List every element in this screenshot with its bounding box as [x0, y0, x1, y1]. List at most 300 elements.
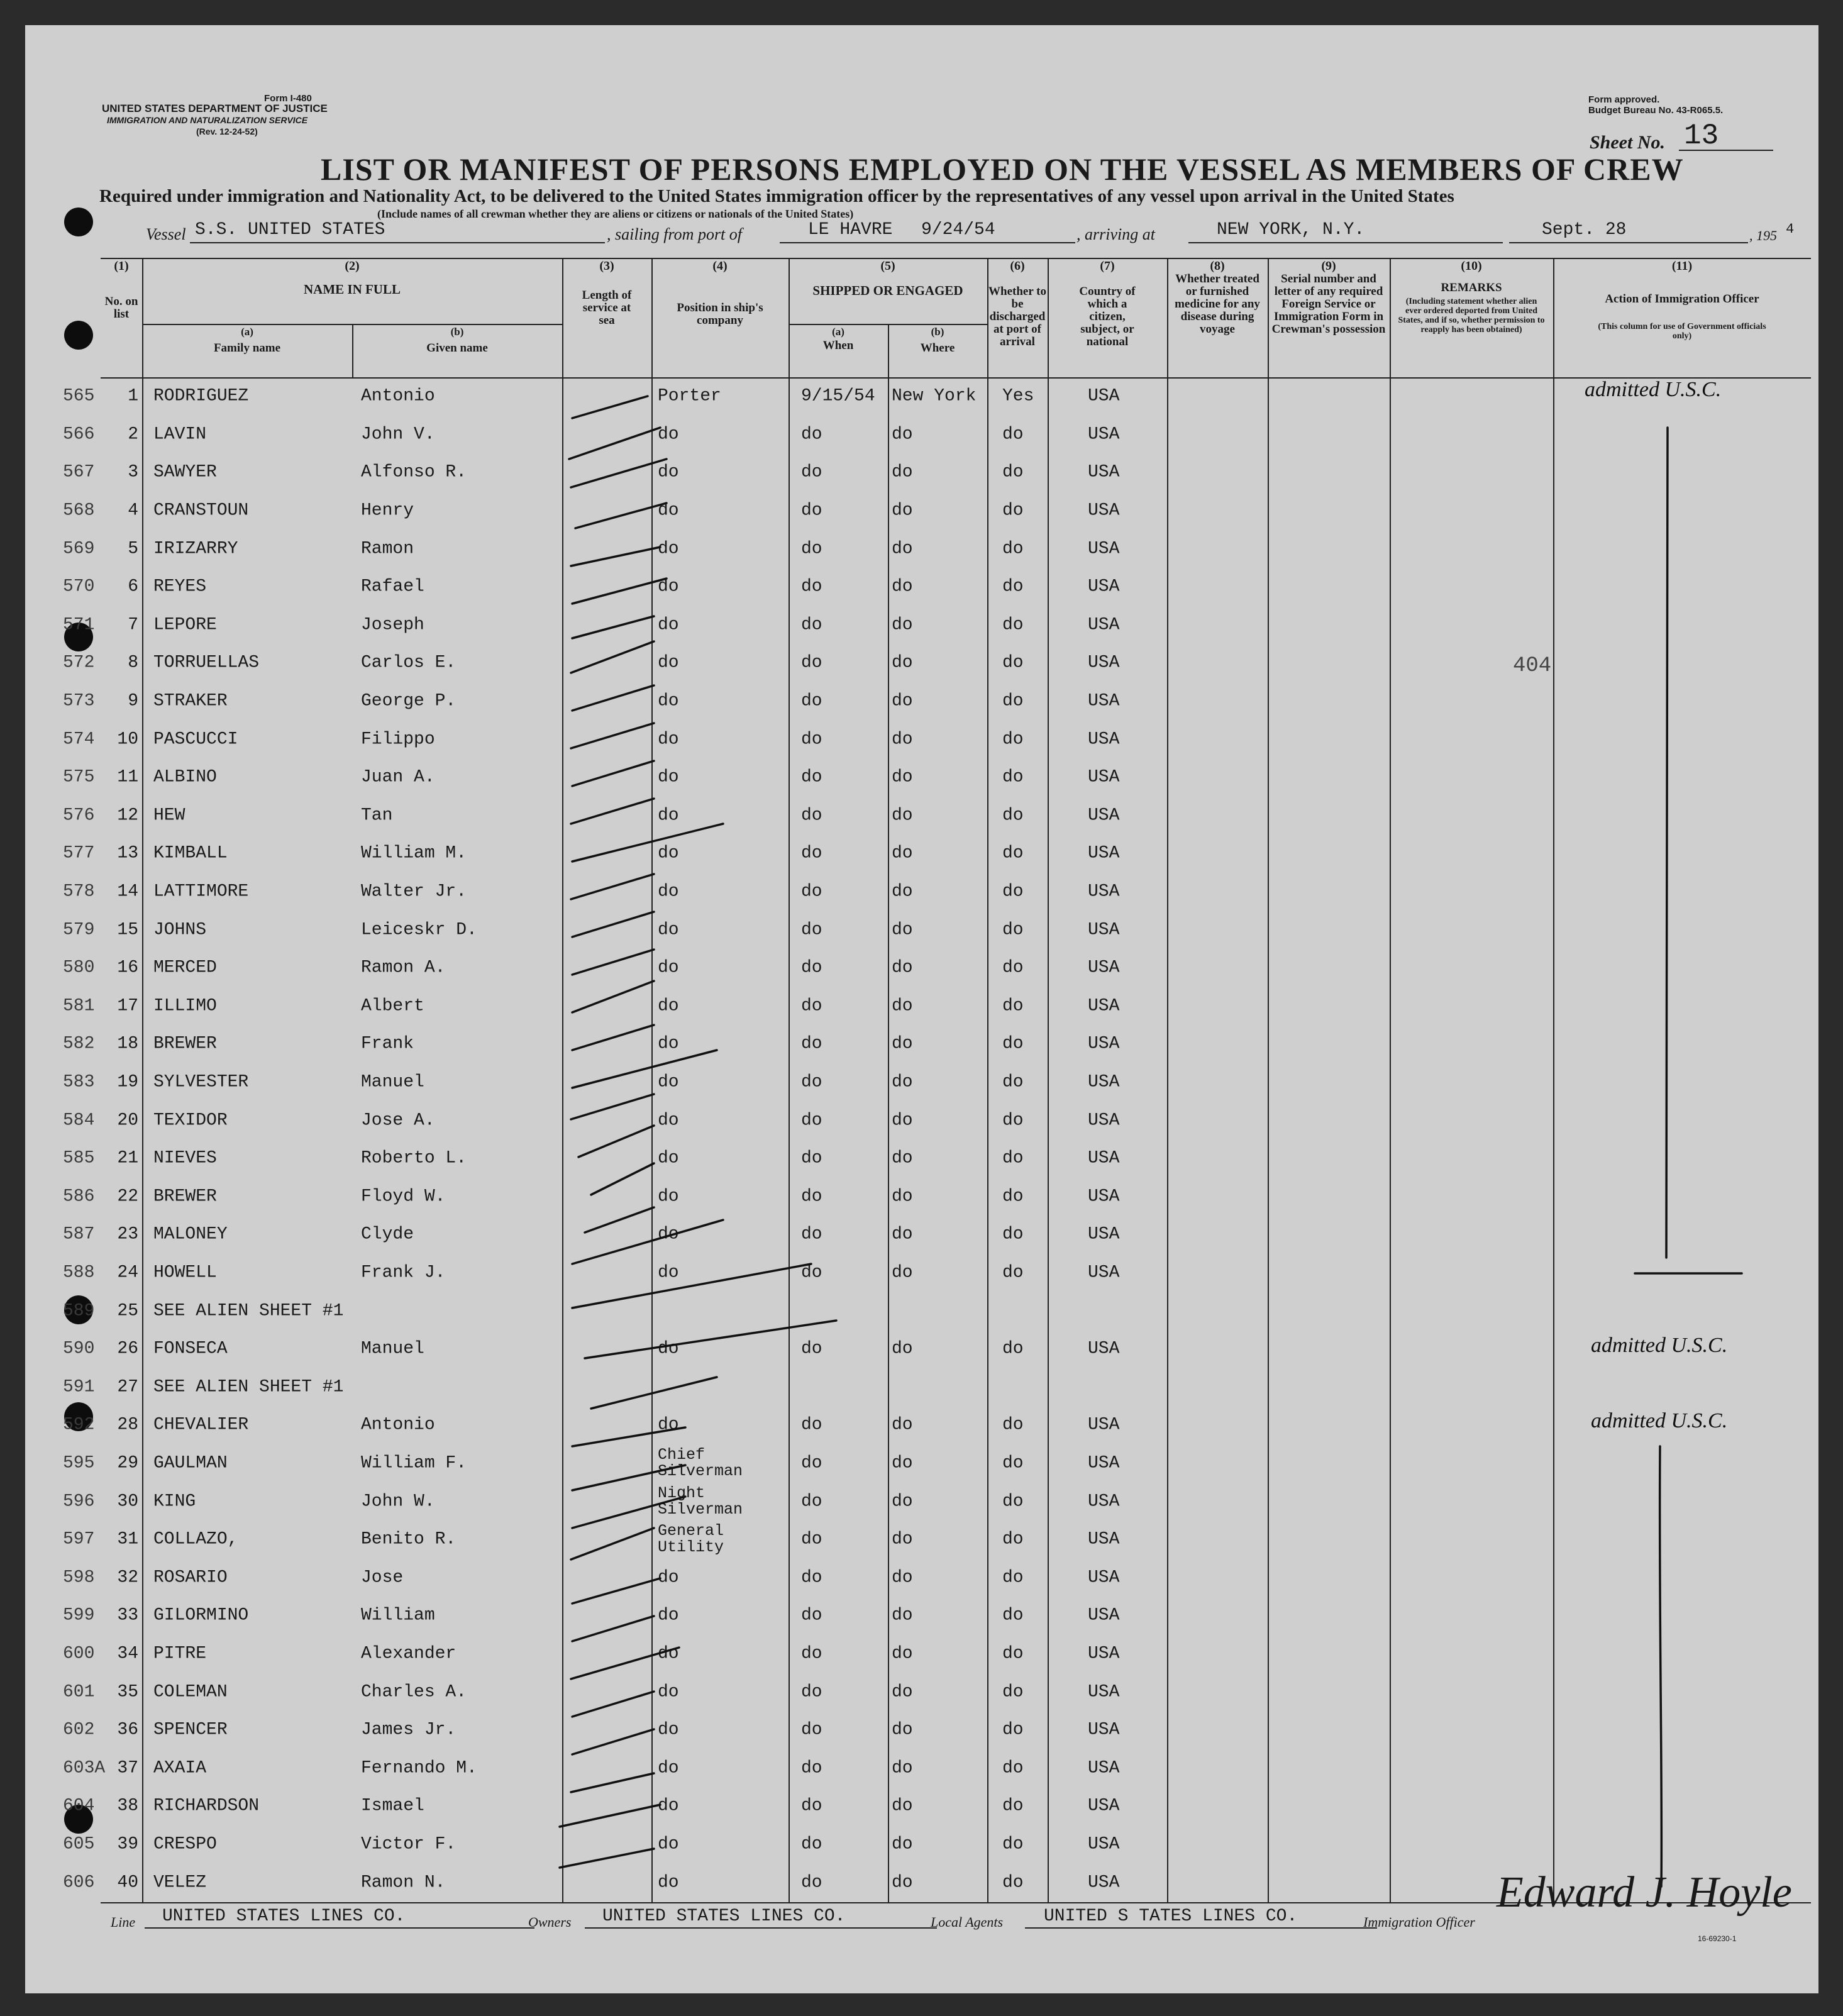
arrival-port: NEW YORK, N.Y. — [1217, 220, 1365, 240]
vessel-label: Vessel — [146, 225, 186, 243]
shipped-where: do — [892, 1758, 913, 1778]
list-number: 15 — [117, 920, 138, 940]
country: USA — [1088, 424, 1120, 445]
given-name: Frank J. — [361, 1263, 446, 1283]
local-agents-label: Local Agents — [931, 1914, 1004, 1930]
shipped-when: do — [801, 424, 822, 445]
stamped-number: 584 — [63, 1110, 95, 1131]
shipped-where: do — [892, 615, 913, 635]
col-header-officer-note: (This column for use of Government officials only) — [1598, 322, 1766, 341]
shipped-when: do — [801, 539, 822, 559]
stamped-number: 577 — [63, 843, 95, 863]
discharged: do — [1002, 1110, 1024, 1131]
manifest-sheet — [25, 25, 1818, 1993]
country: USA — [1088, 1796, 1120, 1816]
list-number: 34 — [117, 1644, 138, 1664]
family-name: BREWER — [153, 1034, 217, 1054]
given-name: George P. — [361, 691, 457, 711]
shipped-when: do — [801, 1339, 822, 1359]
country: USA — [1088, 958, 1120, 978]
given-name: Fernando M. — [361, 1758, 477, 1778]
country: USA — [1088, 996, 1120, 1016]
sailing-port: LE HAVRE — [808, 220, 893, 240]
discharged: do — [1002, 1758, 1024, 1778]
shipped-when: do — [801, 920, 822, 940]
shipped-when: do — [801, 462, 822, 482]
shipped-when: do — [801, 1110, 822, 1131]
discharged: do — [1002, 1339, 1024, 1359]
list-number: 30 — [117, 1492, 138, 1512]
list-number: 26 — [117, 1339, 138, 1359]
list-number: 17 — [117, 996, 138, 1016]
discharged: do — [1002, 1796, 1024, 1816]
stamped-number: 578 — [63, 882, 95, 902]
position: do — [658, 577, 679, 597]
country: USA — [1088, 1720, 1120, 1740]
shipped-where: do — [892, 691, 913, 711]
discharged: do — [1002, 958, 1024, 978]
discharged: do — [1002, 1072, 1024, 1092]
family-name: REYES — [153, 577, 207, 597]
discharged: do — [1002, 1834, 1024, 1854]
arrival-date: Sept. 28 — [1542, 220, 1627, 240]
given-name: Walter Jr. — [361, 882, 467, 902]
country: USA — [1088, 806, 1120, 826]
list-number: 25 — [117, 1301, 138, 1321]
list-number: 39 — [117, 1834, 138, 1854]
stamped-number: 586 — [63, 1187, 95, 1207]
line-label: Line — [111, 1914, 136, 1930]
country: USA — [1088, 882, 1120, 902]
discharged: do — [1002, 1568, 1024, 1588]
stamped-number: 606 — [63, 1873, 95, 1893]
country: USA — [1088, 1605, 1120, 1626]
shipped-when: do — [801, 1758, 822, 1778]
service-name: IMMIGRATION AND NATURALIZATION SERVICE — [107, 115, 308, 125]
officer-note-admitted: admitted U.S.C. — [1591, 1334, 1728, 1357]
shipped-when: do — [801, 1529, 822, 1549]
list-number: 11 — [117, 767, 138, 787]
position: do — [658, 958, 679, 978]
given-name: Carlos E. — [361, 653, 457, 673]
col-header-given-name: Given name — [426, 341, 488, 355]
shipped-where: do — [892, 1339, 913, 1359]
discharged: do — [1002, 1529, 1024, 1549]
list-number: 1 — [128, 386, 138, 406]
form-number: Form I-480 — [264, 93, 312, 104]
family-name: IRIZARRY — [153, 539, 238, 559]
position: do — [658, 767, 679, 787]
shipped-when: do — [801, 691, 822, 711]
family-name: SYLVESTER — [153, 1072, 249, 1092]
col-8-number: (8) — [1210, 259, 1225, 273]
list-number: 22 — [117, 1187, 138, 1207]
remarks-stamp-number: 404 — [1513, 654, 1552, 678]
country: USA — [1088, 1263, 1120, 1283]
country: USA — [1088, 1415, 1120, 1435]
col-11-number: (11) — [1671, 259, 1693, 273]
shipped-when: do — [801, 1148, 822, 1168]
department-name: UNITED STATES DEPARTMENT OF JUSTICE — [102, 102, 328, 114]
form-title: LIST OR MANIFEST OF PERSONS EMPLOYED ON THE VESSEL AS MEMBERS OF CREW — [321, 152, 1684, 187]
shipped-where: do — [892, 996, 913, 1016]
country: USA — [1088, 1034, 1120, 1054]
family-name: SAWYER — [153, 462, 217, 482]
list-number: 23 — [117, 1224, 138, 1244]
family-name: HOWELL — [153, 1263, 217, 1283]
form-approved: Form approved. — [1588, 94, 1660, 105]
shipped-when: do — [801, 1187, 822, 1207]
given-name: William — [361, 1605, 435, 1626]
country: USA — [1088, 1110, 1120, 1131]
shipped-when: do — [801, 729, 822, 750]
shipped-when: do — [801, 882, 822, 902]
stamped-number: 580 — [63, 958, 95, 978]
given-name: Floyd W. — [361, 1187, 446, 1207]
discharged: do — [1002, 1644, 1024, 1664]
stamped-number: 600 — [63, 1644, 95, 1664]
family-name: RICHARDSON — [153, 1796, 260, 1816]
stamped-number: 572 — [63, 653, 95, 673]
stamped-number: 582 — [63, 1034, 95, 1054]
family-name: CRANSTOUN — [153, 501, 249, 521]
shipped-where: do — [892, 1453, 913, 1473]
family-name: AXAIA — [153, 1758, 207, 1778]
col-3-number: (3) — [599, 259, 614, 273]
shipped-where: do — [892, 1072, 913, 1092]
family-name: CRESPO — [153, 1834, 217, 1854]
stamped-number: 565 — [63, 386, 95, 406]
position: do — [658, 1110, 679, 1131]
country: USA — [1088, 1148, 1120, 1168]
sheet-label: Sheet No. — [1590, 132, 1665, 153]
list-number: 9 — [128, 691, 138, 711]
discharged: do — [1002, 424, 1024, 445]
stamped-number: 574 — [63, 729, 95, 750]
position: do — [658, 1415, 679, 1435]
country: USA — [1088, 843, 1120, 863]
shipped-when: do — [801, 1873, 822, 1893]
shipped-when: do — [801, 1644, 822, 1664]
line-name: UNITED STATES LINES CO. — [162, 1907, 406, 1926]
col-header-discharged: Whether to be discharged at port of arrival — [988, 285, 1046, 348]
shipped-where: do — [892, 1034, 913, 1054]
family-name: GAULMAN — [153, 1453, 228, 1473]
shipped-where: do — [892, 501, 913, 521]
position: do — [658, 1720, 679, 1740]
list-number: 10 — [117, 729, 138, 750]
family-name: KING — [153, 1492, 196, 1512]
list-number: 32 — [117, 1568, 138, 1588]
position: do — [658, 1834, 679, 1854]
year-label: , 195 — [1749, 228, 1777, 243]
stamped-number: 602 — [63, 1720, 95, 1740]
discharged: do — [1002, 1034, 1024, 1054]
stamped-number: 579 — [63, 920, 95, 940]
given-name: Ramon A. — [361, 958, 446, 978]
country: USA — [1088, 1873, 1120, 1893]
stamped-number: 591 — [63, 1377, 95, 1397]
country: USA — [1088, 1187, 1120, 1207]
family-name: STRAKER — [153, 691, 228, 711]
position: do — [658, 539, 679, 559]
stamped-number: 592 — [63, 1415, 95, 1435]
stamped-number: 599 — [63, 1605, 95, 1626]
family-name: PASCUCCI — [153, 729, 238, 750]
sheet-number: 13 — [1684, 119, 1719, 152]
print-code: 16-69230-1 — [1698, 1934, 1737, 1943]
discharged: do — [1002, 767, 1024, 787]
position: do — [658, 1682, 679, 1702]
list-number: 4 — [128, 501, 138, 521]
discharged: do — [1002, 920, 1024, 940]
given-name: Tan — [361, 806, 393, 826]
col-9-number: (9) — [1321, 259, 1336, 273]
country: USA — [1088, 1529, 1120, 1549]
given-name: Ramon N. — [361, 1873, 446, 1893]
country: USA — [1088, 386, 1120, 406]
stamped-number: 573 — [63, 691, 95, 711]
given-name: Jose A. — [361, 1110, 435, 1131]
list-number: 28 — [117, 1415, 138, 1435]
stamped-number: 583 — [63, 1072, 95, 1092]
given-name: Alfonso R. — [361, 462, 467, 482]
family-name: MALONEY — [153, 1224, 228, 1244]
country: USA — [1088, 1492, 1120, 1512]
col-5a-number: (a) — [832, 326, 844, 338]
position: do — [658, 691, 679, 711]
position: do — [658, 1339, 679, 1359]
discharged: do — [1002, 1682, 1024, 1702]
shipped-when: do — [801, 958, 822, 978]
country: USA — [1088, 577, 1120, 597]
position: Night Silverman — [658, 1483, 743, 1519]
shipped-when: do — [801, 577, 822, 597]
country: USA — [1088, 1644, 1120, 1664]
family-name: COLEMAN — [153, 1682, 228, 1702]
given-name: Manuel — [361, 1339, 424, 1359]
given-name: Joseph — [361, 615, 424, 635]
family-name: GILORMINO — [153, 1605, 249, 1626]
country: USA — [1088, 767, 1120, 787]
discharged: do — [1002, 806, 1024, 826]
col-header-name-in-full: NAME IN FULL — [303, 282, 401, 297]
discharged: do — [1002, 729, 1024, 750]
given-name: Victor F. — [361, 1834, 457, 1854]
col-2a-number: (a) — [241, 326, 253, 338]
col-header-length-of-service: Length of service at sea — [582, 289, 632, 327]
vessel-name: S.S. UNITED STATES — [195, 220, 385, 240]
col-header-remarks: REMARKS — [1441, 281, 1502, 294]
shipped-where: do — [892, 1148, 913, 1168]
given-name: William M. — [361, 843, 467, 863]
year-digit: 4 — [1786, 221, 1795, 237]
discharged: do — [1002, 653, 1024, 673]
list-number: 5 — [128, 539, 138, 559]
officer-signature: Edward J. Hoyle — [1497, 1868, 1792, 1917]
given-name: Leiceskr D. — [361, 920, 477, 940]
col-header-shipped-or-engaged: SHIPPED OR ENGAGED — [812, 283, 963, 298]
col-6-number: (6) — [1010, 259, 1025, 273]
arriving-label: , arriving at — [1076, 225, 1155, 243]
revision-date: (Rev. 12-24-52) — [196, 126, 258, 136]
country: USA — [1088, 462, 1120, 482]
shipped-where: do — [892, 1605, 913, 1626]
position: do — [658, 1263, 679, 1283]
shipped-when: 9/15/54 — [801, 386, 875, 406]
col-header-where: Where — [920, 341, 955, 355]
country: USA — [1088, 1072, 1120, 1092]
shipped-when: do — [801, 996, 822, 1016]
stamped-number: 566 — [63, 424, 95, 445]
position: do — [658, 920, 679, 940]
position: Chief Silverman — [658, 1446, 743, 1481]
given-name: Frank — [361, 1034, 414, 1054]
given-name: John W. — [361, 1492, 435, 1512]
col-header-when: When — [822, 339, 854, 352]
shipped-where: do — [892, 1415, 913, 1435]
list-number: 6 — [128, 577, 138, 597]
family-name: HEW — [153, 806, 185, 826]
shipped-when: do — [801, 806, 822, 826]
given-name: Juan A. — [361, 767, 435, 787]
officer-note-admitted: admitted U.S.C. — [1591, 1409, 1728, 1432]
family-name: LEPORE — [153, 615, 217, 635]
stamped-number: 571 — [63, 615, 95, 635]
family-name: NIEVES — [153, 1148, 217, 1168]
stamped-number: 576 — [63, 806, 95, 826]
position: do — [658, 1644, 679, 1664]
shipped-where: do — [892, 1187, 913, 1207]
family-name: TORRUELLAS — [153, 653, 260, 673]
list-number: 8 — [128, 653, 138, 673]
position: Porter — [658, 386, 721, 406]
discharged: do — [1002, 882, 1024, 902]
list-number: 35 — [117, 1682, 138, 1702]
shipped-when: do — [801, 1072, 822, 1092]
list-number: 36 — [117, 1720, 138, 1740]
shipped-where: do — [892, 843, 913, 863]
country: USA — [1088, 539, 1120, 559]
stamped-number: 575 — [63, 767, 95, 787]
shipped-when: do — [801, 1796, 822, 1816]
stamped-number: 601 — [63, 1682, 95, 1702]
col-5b-number: (b) — [931, 326, 944, 338]
family-name: VELEZ — [153, 1873, 207, 1893]
col-5-number: (5) — [880, 259, 895, 273]
list-number: 37 — [117, 1758, 138, 1778]
position: do — [658, 1758, 679, 1778]
discharged: do — [1002, 462, 1024, 482]
shipped-when: do — [801, 1263, 822, 1283]
position: do — [658, 1605, 679, 1626]
shipped-where: do — [892, 1492, 913, 1512]
col-2b-number: (b) — [450, 326, 464, 338]
family-name: MERCED — [153, 958, 217, 978]
shipped-where: do — [892, 1720, 913, 1740]
budget-bureau-number: Budget Bureau No. 43-R065.5. — [1588, 105, 1724, 116]
sailing-date: 9/24/54 — [921, 220, 995, 240]
shipped-where: do — [892, 1110, 913, 1131]
owners-name: UNITED STATES LINES CO. — [602, 1907, 846, 1926]
stamped-number: 568 — [63, 501, 95, 521]
position: do — [658, 1568, 679, 1588]
country: USA — [1088, 1453, 1120, 1473]
discharged: do — [1002, 1492, 1024, 1512]
stamped-number: 604 — [63, 1796, 95, 1816]
discharged: do — [1002, 539, 1024, 559]
given-name: Clyde — [361, 1224, 414, 1244]
shipped-where: do — [892, 920, 913, 940]
stamped-number: 605 — [63, 1834, 95, 1854]
country: USA — [1088, 1224, 1120, 1244]
position: do — [658, 1873, 679, 1893]
family-name: LAVIN — [153, 424, 207, 445]
shipped-when: do — [801, 1605, 822, 1626]
sailing-label: , sailing from port of — [607, 225, 743, 243]
family-name: TEXIDOR — [153, 1110, 228, 1131]
shipped-where: do — [892, 1644, 913, 1664]
discharged: Yes — [1002, 386, 1034, 406]
position: do — [658, 1224, 679, 1244]
shipped-where: do — [892, 1834, 913, 1854]
stamped-number: 595 — [63, 1453, 95, 1473]
country: USA — [1088, 920, 1120, 940]
given-name: John V. — [361, 424, 435, 445]
shipped-when: do — [801, 1415, 822, 1435]
list-number: 3 — [128, 462, 138, 482]
discharged: do — [1002, 577, 1024, 597]
list-number: 14 — [117, 882, 138, 902]
discharged: do — [1002, 1720, 1024, 1740]
given-name: James Jr. — [361, 1720, 457, 1740]
shipped-when: do — [801, 1492, 822, 1512]
local-agents-name: UNITED S TATES LINES CO. — [1044, 1907, 1298, 1926]
given-name: Jose — [361, 1568, 404, 1588]
shipped-where: do — [892, 1873, 913, 1893]
family-name: FONSECA — [153, 1339, 228, 1359]
family-name: ILLIMO — [153, 996, 217, 1016]
list-number: 38 — [117, 1796, 138, 1816]
bracket-line — [1635, 428, 1742, 1273]
given-name: Ismael — [361, 1796, 424, 1816]
stamped-number: 603A — [63, 1758, 106, 1778]
stamped-number: 587 — [63, 1224, 95, 1244]
discharged: do — [1002, 1873, 1024, 1893]
country: USA — [1088, 615, 1120, 635]
list-number: 12 — [117, 806, 138, 826]
position: do — [658, 1187, 679, 1207]
col-header-officer-action: Action of Immigration Officer — [1605, 292, 1759, 306]
discharged: do — [1002, 1263, 1024, 1283]
family-name: ROSARIO — [153, 1568, 228, 1588]
given-name: Charles A. — [361, 1682, 467, 1702]
discharged: do — [1002, 691, 1024, 711]
form-subtitle: Required under immigration and Nationality Act, to be delivered to the United States immigration officer by the representatives of any vessel upon arrival in the United States — [99, 186, 1454, 206]
col-4-number: (4) — [712, 259, 728, 273]
form-note: (Include names of all crewman whether they are aliens or citizens or nationals of the United States) — [377, 208, 854, 220]
list-number: 20 — [117, 1110, 138, 1131]
family-name: PITRE — [153, 1644, 207, 1664]
stamped-number: 589 — [63, 1301, 95, 1321]
list-number: 13 — [117, 843, 138, 863]
given-name: Antonio — [361, 1415, 435, 1435]
shipped-where: do — [892, 653, 913, 673]
owners-label: Owners — [528, 1914, 572, 1930]
shipped-when: do — [801, 767, 822, 787]
position: do — [658, 882, 679, 902]
family-name: SPENCER — [153, 1720, 228, 1740]
